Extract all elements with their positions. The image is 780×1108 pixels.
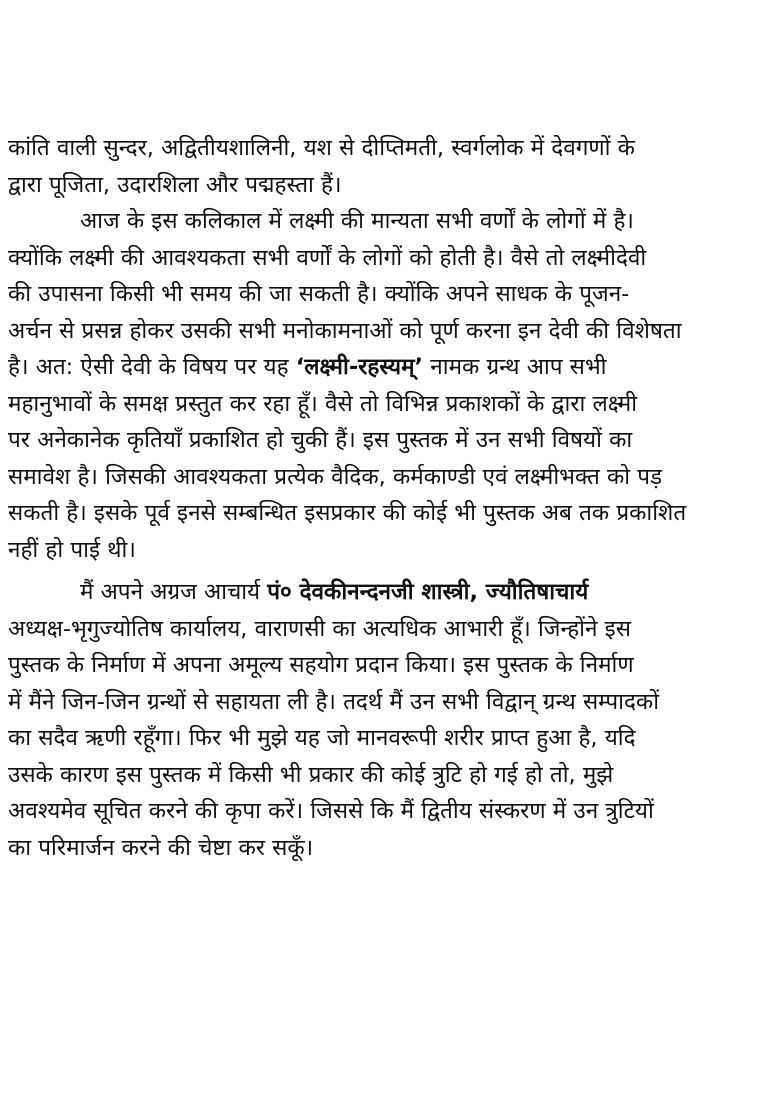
document-page <box>8 130 772 866</box>
text-line: नहीं हो पाई थी। <box>8 536 136 563</box>
paragraph-2 <box>8 203 772 568</box>
text-line: उसके कारण इस पुस्तक में किसी भी प्रकार की कोई त्रुटि हो गई हो तो, मुझे <box>8 761 614 788</box>
text-line: अध्यक्ष-भृगुज्योतिष कार्यालय, वाराणसी का अत्यधिक आभारी हूँ। जिन्होंने इस <box>8 615 631 642</box>
text-line: कांति वाली सुन्दर, अद्वितीयशालिनी, यश से दीप्तिमती, स्वर्गलोक में देवगणों के <box>8 135 635 161</box>
paragraph-1 <box>8 130 772 203</box>
text-line: में मैंने जिन-जिन ग्रन्थों से सहायता ली है। तदर्थ मैं उन सभी विद्वान् ग्रन्थ सम्पादकों <box>8 688 660 715</box>
text-line: का परिमार्जन करने की चेष्टा कर सकूँ। <box>8 834 314 861</box>
text-line: पर अनेकानेक कृतियाँ प्रकाशित हो चुकी हैं। इस पुस्तक में उन सभी विषयों का <box>8 427 633 453</box>
text-line: अवश्यमेव सूचित करने की कृपा करें। जिससे कि मैं द्वितीय संस्करण में उन त्रुटियों <box>8 798 654 824</box>
text-line: अर्चन से प्रसन्न होकर उसकी सभी मनोकामनाओं को पूर्ण करना इन देवी की विशेषता <box>8 317 682 344</box>
text-line: पुस्तक के निर्माण में अपना अमूल्य सहयोग प्रदान किया। इस पुस्तक के निर्माण <box>8 652 634 678</box>
text-line: आज के इस कलिकाल में लक्ष्मी की मान्यता सभी वर्णों के लोगों में है। <box>80 208 634 234</box>
text-line: की उपासना किसी भी समय की जा सकती है। क्योंकि अपने साधक के पूजन- <box>8 281 630 307</box>
text-line: समावेश है। जिसकी आवश्यकता प्रत्येक वैदिक, कर्मकाण्डी एवं लक्ष्मीभक्त को पड़ <box>8 463 663 490</box>
author-name: पं० देवकीनन्दनजी शास्त्री, ज्यौतिषाचार्य <box>267 579 589 605</box>
book-title: ‘लक्ष्मी-रहस्यम्’ <box>295 354 424 380</box>
text-line: मैं अपने अग्रज आचार्य पं० देवकीनन्दनजी शास्त्री, ज्यौतिषाचार्य <box>80 579 589 605</box>
text-line: सकती है। इसके पूर्व इनसे सम्बन्धित इसप्रकार की कोई भी पुस्तक अब तक प्रकाशित <box>8 500 687 526</box>
paragraph-3 <box>8 574 772 866</box>
text-line: द्वारा पूजिता, उदारशिला और पद्महस्ता हैं। <box>8 171 342 198</box>
text-line: है। अत: ऐसी देवी के विषय पर यह ‘लक्ष्मी-रहस्यम्’ नामक ग्रन्थ आप सभी <box>8 354 607 380</box>
text-line: क्योंकि लक्ष्मी की आवश्यकता सभी वर्णों के लोगों को होती है। वैसे तो लक्ष्मीदेवी <box>8 244 647 271</box>
text-line: महानुभावों के समक्ष प्रस्तुत कर रहा हूँ। वैसे तो विभिन्न प्रकाशकों के द्वारा लक्ष्मी <box>8 390 638 417</box>
text-line: का सदैव ऋणी रहूँगा। फिर भी मुझे यह जो मानवरूपी शरीर प्राप्त हुआ है, यदि <box>8 725 636 751</box>
